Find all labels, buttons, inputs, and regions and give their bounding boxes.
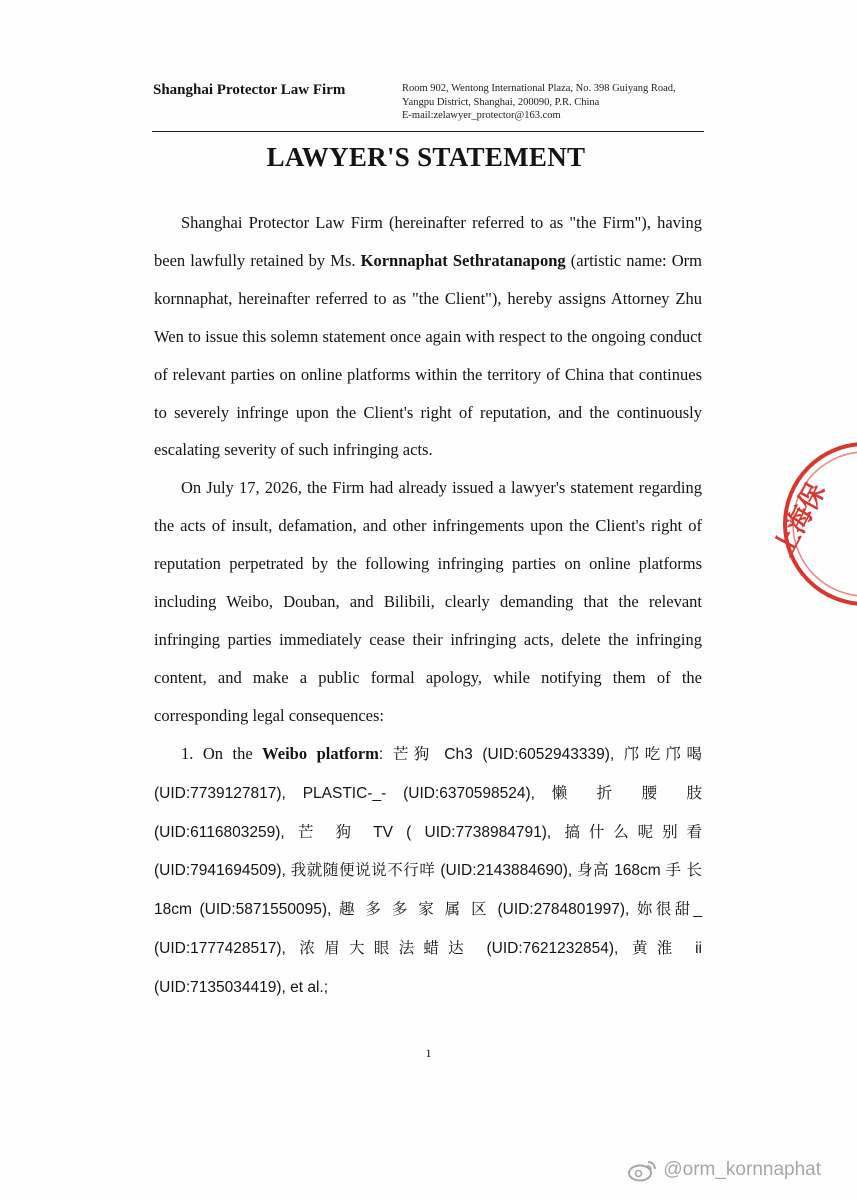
- company-seal-stamp: [765, 438, 857, 610]
- list-item-prefix: 1. On the: [181, 743, 263, 763]
- weibo-icon: [627, 1158, 657, 1182]
- page-number: 1: [425, 1046, 432, 1060]
- watermark: [627, 1158, 821, 1182]
- header-divider: [152, 131, 704, 132]
- address-line-1: Room 902, Wentong International Plaza, No. 398 Guiyang Road,: [402, 83, 676, 94]
- paragraph-1-rest: (artistic name: Orm kornnaphat, hereinafter referred to as "the Client"), hereby assigns Attorney Zhu Wen to issue this solemn statement once again with respect to the ongoing conduct of relevant parties on online platforms within the territory of China that continues to severely infringe upon the Client's right of reputation, and the continuously escalating severity of such infringing acts.: [154, 250, 702, 460]
- email-line: E-mail:zelawyer_protector@163.com: [402, 110, 561, 121]
- statement-body: [154, 204, 702, 1007]
- weibo-account-list: : 芒狗 Ch3 (UID:6052943339), 邝吃邝喝 (UID:7739127817), PLASTIC-_- (UID:6370598524), 懒 折 腰 肢 (UID:6116803259), 芒 狗 TV ( UID:7738984791), 搞什么呢别看 (UID:7941694509), 我就随便说说不行咩 (UID:2143884690), 身高 168cm 手 长 18cm (UID:5871550095), 趣 多 多 家 属 区 (UID:2784801997), 妳很甜_ (UID:1777428517), 浓眉大眼法蜡达 (UID:7621232854), 黄淮 ii (UID:7135034419), et al.;: [154, 745, 702, 997]
- watermark-handle: @orm_kornnaphat: [663, 1159, 821, 1180]
- list-item-weibo: [154, 735, 702, 1007]
- address-line-2: Yangpu District, Shanghai, 200090, P.R. China: [402, 96, 600, 108]
- paragraph-2: On July 17, 2026, the Firm had already issued a lawyer's statement regarding the acts of insult, defamation, and other infringements upon the Client's right of reputation perpetrated by the following infringing parties on online platforms including Weibo, Douban, and Bilibili, clearly demanding that the relevant infringing parties immediately cease their infringing acts, delete the infringing content, and make a public formal apology, while notifying them of the corresponding legal consequences:: [154, 478, 702, 725]
- letterhead: [0, 0, 857, 140]
- paragraph-1-intro: Shanghai Protector Law Firm (hereinafter referred to as "the Firm"), having been lawfully retained by Ms.: [154, 213, 702, 270]
- client-name: Kornnaphat Sethratanapong: [360, 250, 566, 270]
- document-title: LAWYER'S STATEMENT: [266, 142, 586, 172]
- platform-label-weibo: Weibo platform: [262, 743, 379, 763]
- firm-name: Shanghai Protector Law Firm: [153, 82, 346, 98]
- firm-address: [402, 82, 722, 123]
- svg-text:上海保: 上海保: [768, 478, 832, 562]
- paragraph-1: [154, 204, 702, 469]
